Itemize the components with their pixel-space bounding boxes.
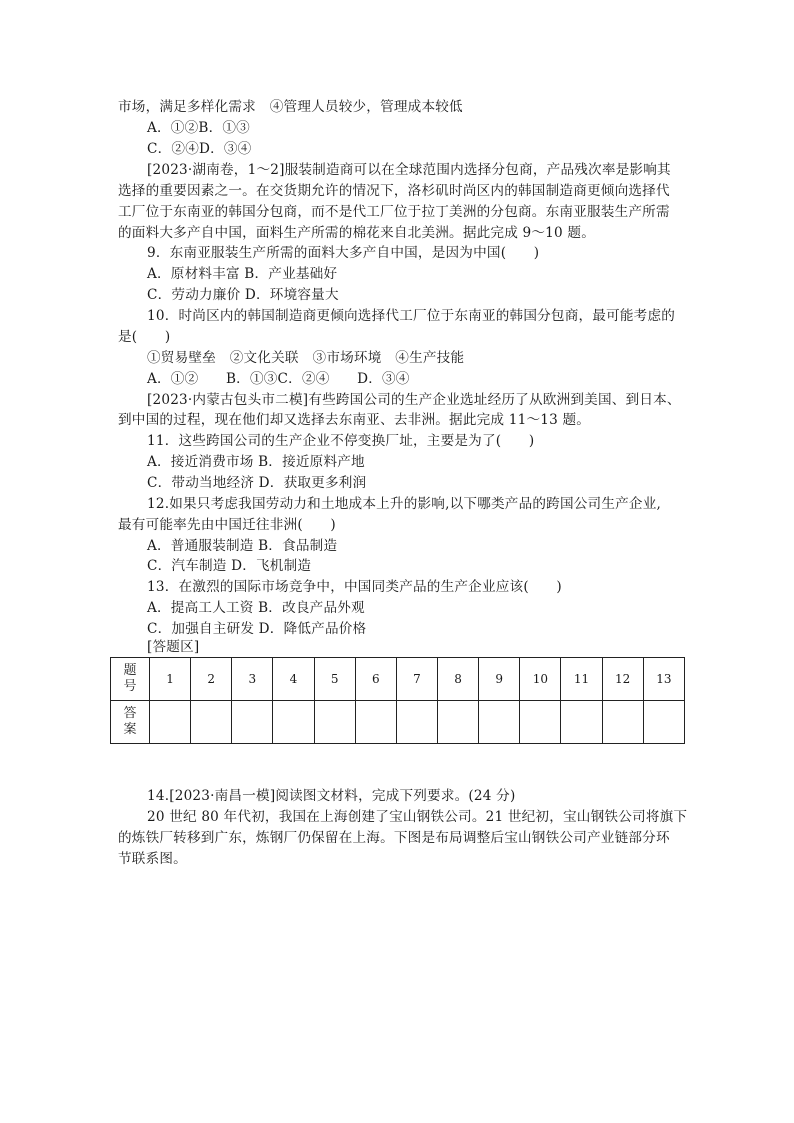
question-number-cell: 3: [232, 658, 273, 701]
answer-cell[interactable]: [355, 701, 396, 744]
option-line: A．普通服装制造 B．食品制造: [147, 538, 338, 554]
answer-cell[interactable]: [232, 701, 273, 744]
row-header-number: 题 号: [111, 658, 150, 701]
answer-cell[interactable]: [314, 701, 355, 744]
question-number-cell: 6: [355, 658, 396, 701]
question-number-cell: 8: [437, 658, 478, 701]
row-header-answer: 答 案: [111, 701, 150, 744]
answer-cell[interactable]: [479, 701, 520, 744]
option-line: ①贸易壁垒 ②文化关联 ③市场环境 ④生产技能: [147, 350, 465, 366]
question-number-cell: 10: [520, 658, 561, 701]
question-number-cell: 13: [643, 658, 684, 701]
answer-cell[interactable]: [561, 701, 602, 744]
table-row: [111, 701, 685, 744]
question-10: 10．时尚区内的韩国制造商更倾向选择代工厂位于东南亚的韩国分包商，最可能考虑的: [147, 308, 676, 324]
answer-cell[interactable]: [643, 701, 684, 744]
material-line: 节联系图。: [118, 851, 187, 867]
answer-area-label: [答题区]: [147, 639, 200, 655]
option-line: C．加强自主研发 D．降低产品价格: [147, 621, 367, 637]
material-line: 20 世纪 80 年代初，我国在上海创建了宝山钢铁公司。21 世纪初，宝山钢铁公司将旗下: [147, 809, 688, 825]
question-12-cont: 最有可能率先由中国迁往非洲( ): [118, 517, 336, 533]
option-line: A．①② B．①③C．②④ D．③④: [147, 371, 410, 387]
table-row: [111, 658, 685, 701]
material-line: 选择的重要因素之一。在交货期允许的情况下，洛杉矶时尚区内的韩国制造商更倾向选择代: [118, 183, 670, 199]
material-line: 的面料大多产自中国，面料生产所需的棉花来自北美洲。据此完成 9～10 题。: [118, 225, 595, 241]
answer-cell[interactable]: [437, 701, 478, 744]
question-number-cell: 4: [273, 658, 314, 701]
question-number-cell: 1: [150, 658, 191, 701]
question-number-cell: 9: [479, 658, 520, 701]
option-line: C．劳动力廉价 D．环境容量大: [147, 287, 339, 303]
answer-cell[interactable]: [150, 701, 191, 744]
answer-cell[interactable]: [191, 701, 232, 744]
answer-cell[interactable]: [273, 701, 314, 744]
option-line: C．汽车制造 D．飞机制造: [147, 558, 312, 574]
question-number-cell: 11: [561, 658, 602, 701]
option-line: C．带动当地经济 D．获取更多利润: [147, 475, 367, 491]
question-12: 12.如果只考虑我国劳动力和土地成本上升的影响,以下哪类产品的跨国公司生产企业,: [147, 496, 662, 512]
question-9: 9．东南亚服装生产所需的面料大多产自中国，是因为中国( ): [147, 245, 540, 261]
option-line: A．原材料丰富 B．产业基础好: [147, 266, 338, 282]
question-10-cont: 是( ): [118, 329, 171, 345]
question-number-cell: 2: [191, 658, 232, 701]
answer-table: [110, 657, 685, 744]
option-line: A．①②B．①③: [147, 120, 250, 136]
option-line: A．提高工人工资 B．改良产品外观: [147, 600, 365, 616]
question-11: 11．这些跨国公司的生产企业不停变换厂址，主要是为了( ): [147, 433, 535, 449]
material-line: 到中国的过程，现在他们却又选择去东南亚、去非洲。据此完成 11～13 题。: [118, 412, 591, 428]
answer-cell[interactable]: [396, 701, 437, 744]
material-intro: [2023·湖南卷，1～2]服装制造商可以在全球范围内选择分包商，产品残次率是影响其: [147, 162, 671, 178]
question-14: 14.[2023·南昌一模]阅读图文材料，完成下列要求。(24 分): [147, 788, 516, 804]
option-line: A．接近消费市场 B．接近原料产地: [147, 454, 365, 470]
text-line: 市场，满足多样化需求 ④管理人员较少，管理成本较低: [118, 99, 463, 115]
material-line: 工厂位于东南亚的韩国分包商，而不是代工厂位于拉丁美洲的分包商。东南亚服装生产所需: [118, 204, 670, 220]
question-number-cell: 7: [396, 658, 437, 701]
question-number-cell: 5: [314, 658, 355, 701]
option-line: C．②④D．③④: [147, 141, 252, 157]
material-line: 的炼铁厂转移到广东，炼钢厂仍保留在上海。下图是布局调整后宝山钢铁公司产业链部分环: [118, 830, 670, 846]
answer-cell[interactable]: [602, 701, 643, 744]
answer-cell[interactable]: [520, 701, 561, 744]
material-intro: [2023·内蒙古包头市二模]有些跨国公司的生产企业选址经历了从欧洲到美国、到日本、: [147, 392, 681, 408]
question-number-cell: 12: [602, 658, 643, 701]
question-13: 13．在激烈的国际市场竞争中，中国同类产品的生产企业应该( ): [147, 579, 562, 595]
